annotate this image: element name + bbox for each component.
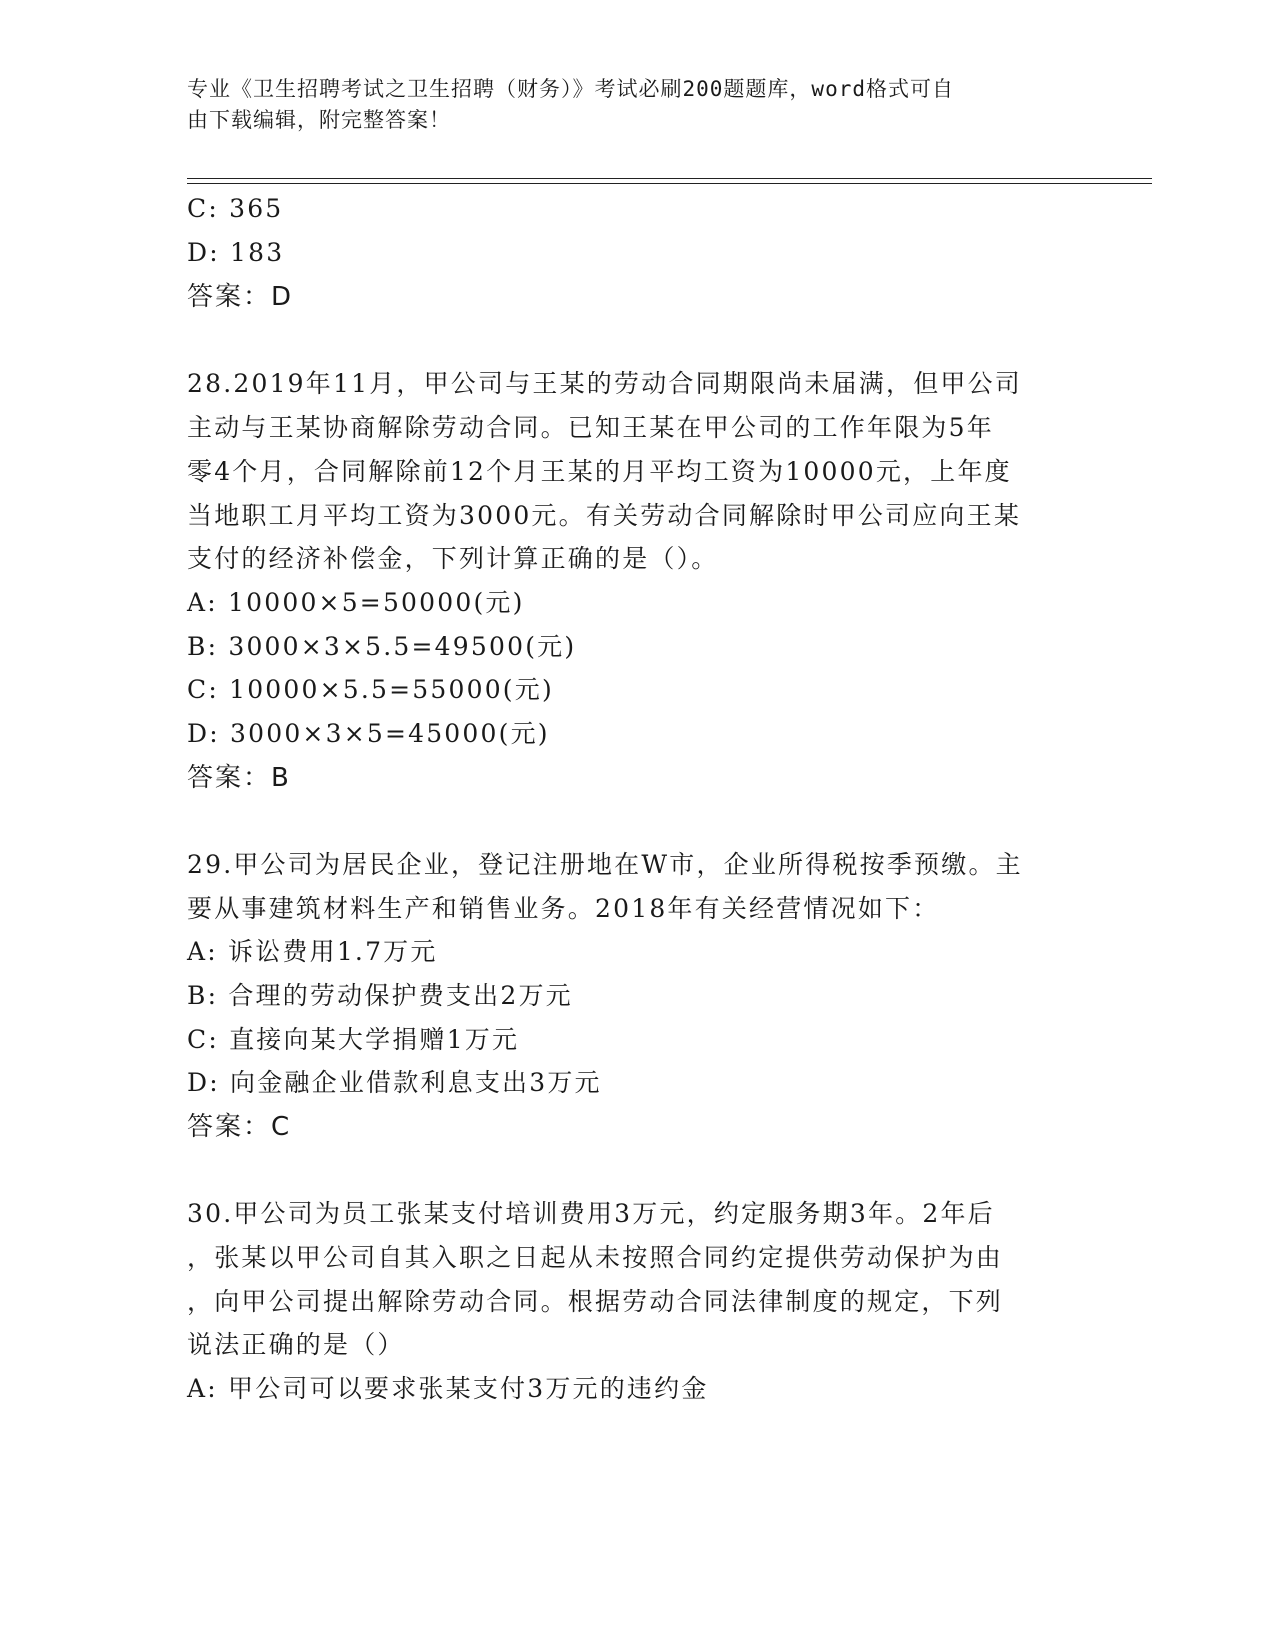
- header-divider-top: [187, 178, 1152, 179]
- q30-option-a: A: 甲公司可以要求张某支付3万元的违约金: [187, 1374, 709, 1403]
- q28-stem-line-4: 当地职工月平均工资为3000元。有关劳动合同解除时甲公司应向王某: [187, 501, 1022, 530]
- header-line-2: 由下载编辑，附完整答案！: [187, 108, 451, 132]
- q28-stem-line-1: 28.2019年11月，甲公司与王某的劳动合同期限尚未届满，但甲公司: [187, 369, 1022, 398]
- q29-option-c: C: 直接向某大学捐赠1万元: [187, 1025, 520, 1054]
- q28-stem-line-2: 主动与王某协商解除劳动合同。已知王某在甲公司的工作年限为5年: [187, 413, 994, 442]
- header-line-1: 专业《卫生招聘考试之卫生招聘（财务）》考试必刷200题题库，word格式可自: [187, 77, 954, 101]
- q29-option-d: D: 向金融企业借款利息支出3万元: [187, 1068, 602, 1097]
- q30-stem-line-1: 30.甲公司为员工张某支付培训费用3万元，约定服务期3年。2年后: [187, 1199, 995, 1228]
- q28-stem-line-3: 零4个月，合同解除前12个月王某的月平均工资为10000元，上年度: [187, 457, 1012, 486]
- q30-stem-line-3: ，向甲公司提出解除劳动合同。根据劳动合同法律制度的规定，下列: [187, 1287, 1004, 1316]
- q29-stem-line-2: 要从事建筑材料生产和销售业务。2018年有关经营情况如下：: [187, 894, 940, 923]
- q28-stem-line-5: 支付的经济补偿金，下列计算正确的是（）。: [187, 544, 719, 573]
- header-divider-bottom: [187, 183, 1152, 184]
- q29-stem-line-1: 29.甲公司为居民企业，登记注册地在W市，企业所得税按季预缴。主: [187, 850, 1023, 879]
- q28-option-c: C: 10000×5.5=55000(元): [187, 675, 554, 704]
- page-header: [187, 74, 1067, 136]
- q29-option-a: A: 诉讼费用1.7万元: [187, 937, 438, 966]
- q27-option-d: D: 183: [187, 238, 285, 267]
- q27-answer: 答案：D: [187, 282, 294, 312]
- q30-stem-line-4: 说法正确的是（）: [187, 1330, 405, 1359]
- q27-option-c: C: 365: [187, 194, 284, 223]
- q28-option-a: A: 10000×5=50000(元): [187, 588, 525, 617]
- q28-option-d: D: 3000×3×5=45000(元): [187, 719, 550, 748]
- q30-stem-line-2: ，张某以甲公司自其入职之日起从未按照合同约定提供劳动保护为由: [187, 1243, 1004, 1272]
- q29-answer: 答案：C: [187, 1112, 292, 1142]
- q28-answer: 答案：B: [187, 763, 291, 793]
- q29-option-b: B: 合理的劳动保护费支出2万元: [187, 981, 573, 1010]
- q28-option-b: B: 3000×3×5.5=49500(元): [187, 632, 577, 661]
